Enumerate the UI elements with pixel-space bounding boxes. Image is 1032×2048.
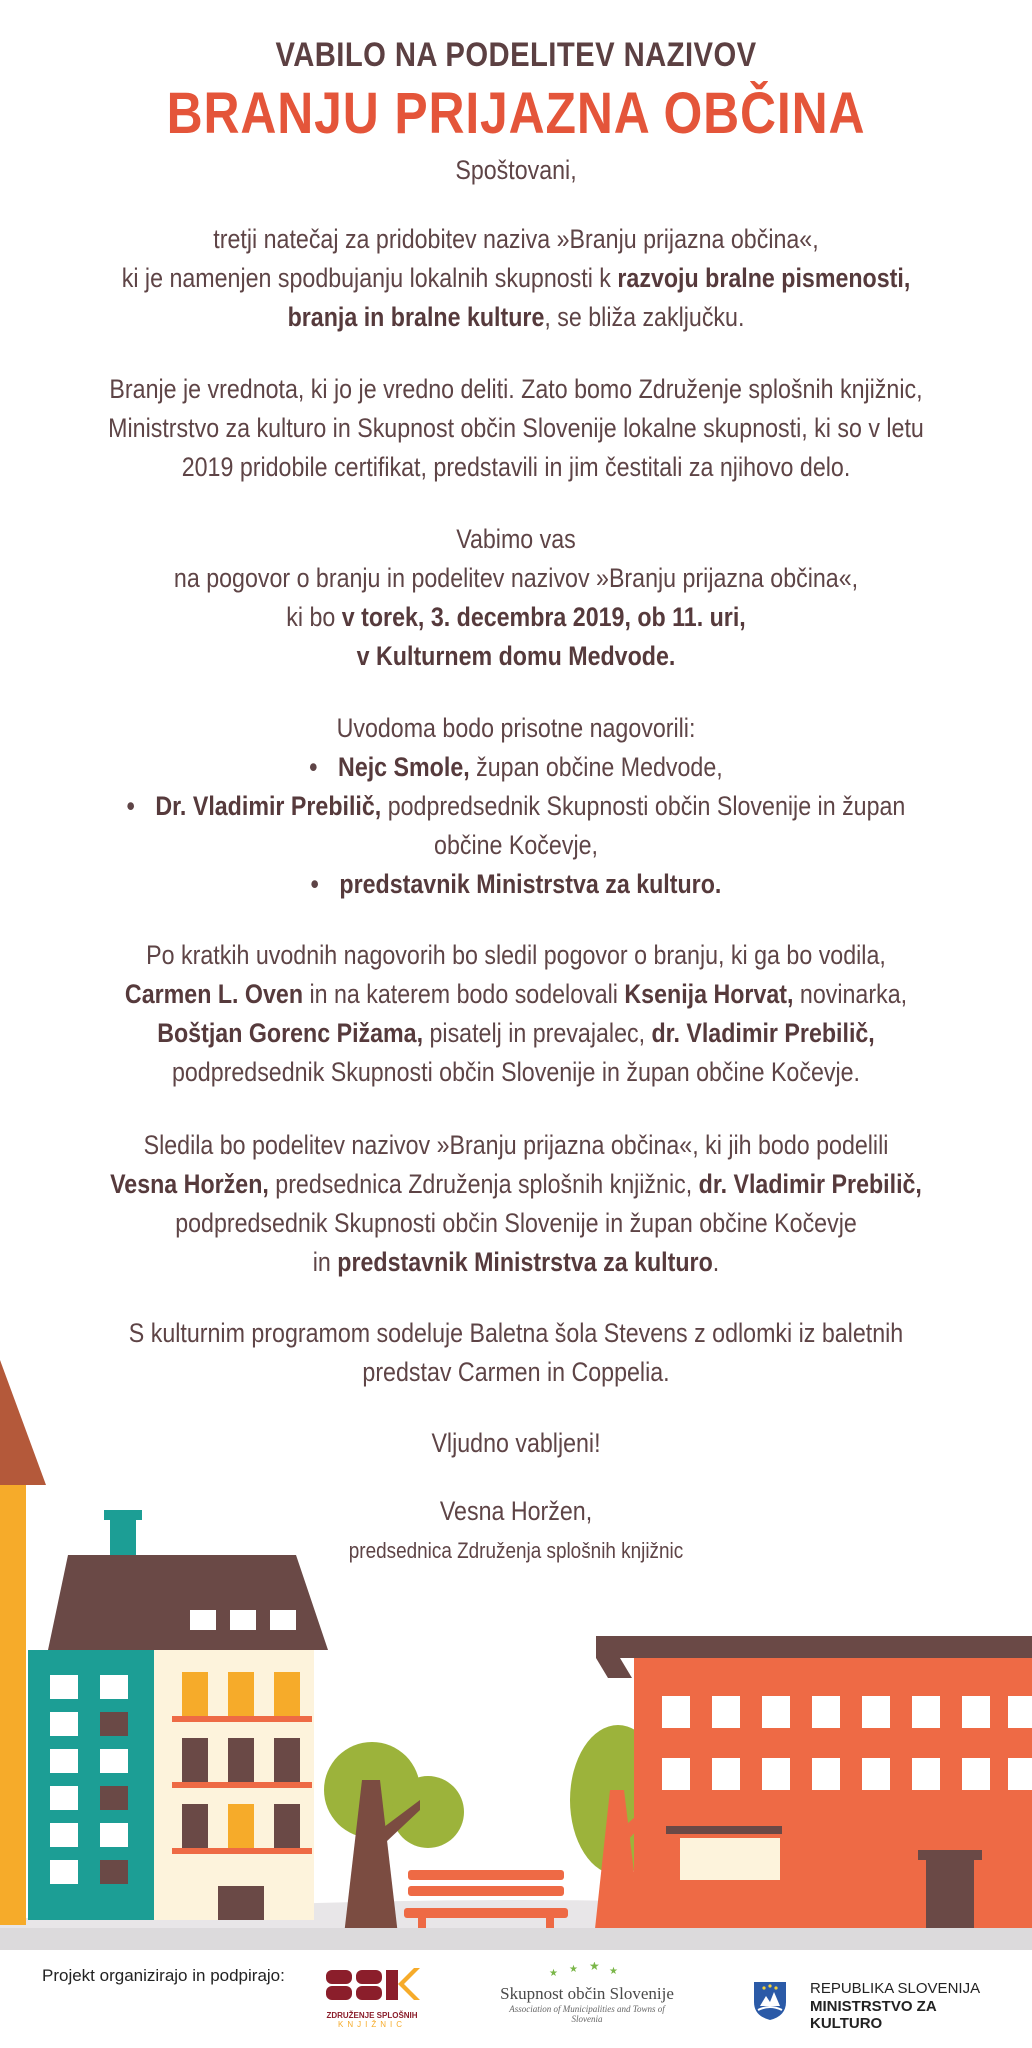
svg-text:★: ★ <box>609 1966 618 1977</box>
invitation-subtitle: BRANJU PRIJAZNA OBČINA <box>166 81 866 146</box>
text-line: tretji natečaj za pridobitev naziva »Branju prijazna občina«, <box>213 224 819 254</box>
sos-subtitle: Association of Municipalities and Towns of Slovenia <box>509 2004 665 2024</box>
text-line: Ministrstvo za kulturo in Skupnost občin Slovenije lokalne skupnosti, ki so v letu <box>108 413 924 443</box>
text-line: 2019 pridobile certifikat, predstavili in jim čestitali za njihovo delo. <box>181 452 851 482</box>
paragraph-speakers <box>72 709 960 904</box>
speaker-item-cont: občine Kočevje, <box>434 830 598 860</box>
orange-building <box>596 1636 1032 1928</box>
ministry-line2: MINISTRSTVO ZA KULTURO <box>810 1998 937 2032</box>
sos-logo <box>494 1962 680 2032</box>
ministry-line1: REPUBLIKA SLOVENIJA <box>810 1980 981 1997</box>
zsk-logo-icon <box>322 1966 422 2006</box>
text-line: Boštjan Gorenc Pižama, pisatelj in prevajalec, dr. Vladimir Prebilič, <box>157 1018 875 1048</box>
speaker-item: • Nejc Smole, župan občine Medvode, <box>309 752 723 782</box>
speaker-item: • predstavnik Ministrstva za kulturo. <box>310 869 722 899</box>
text-line: in predstavnik Ministrstva za kulturo. <box>312 1247 720 1277</box>
zsk-logo-line2: KNJIŽNIC <box>338 2020 406 2029</box>
text-line: Vabimo vas <box>456 524 576 554</box>
text-line: branja in bralne kulture, se bliža zaključku. <box>287 302 745 332</box>
text-line: ki je namenjen spodbujanju lokalnih skupnosti k razvoju bralne pismenosti, <box>121 263 911 293</box>
text-line: Sledila bo podelitev nazivov »Branju prijazna občina«, ki jih bodo podelili <box>143 1130 889 1160</box>
text-line: S kulturnim programom sodeluje Baletna šola Stevens z odlomki iz baletnih <box>128 1318 904 1348</box>
footer-label: Projekt organizirajo in podpirajo: <box>42 1966 285 1985</box>
cream-building <box>154 1610 314 1920</box>
teal-building <box>28 1650 154 1920</box>
paragraph-award <box>72 1126 960 1282</box>
text-line: podpredsednik Skupnosti občin Slovenije in župan občine Kočevje. <box>171 1057 861 1087</box>
signature-name: Vesna Horžen, <box>439 1496 593 1526</box>
text-line: Po kratkih uvodnih nagovorih bo sledil pogovor o branju, ki ga bo vodila, <box>146 940 886 970</box>
paragraph-value <box>72 370 960 487</box>
town-illustration <box>0 1360 1032 1960</box>
closing-text: Vljudno vabljeni! <box>431 1428 601 1458</box>
text-line: na pogovor o branju in podelitev nazivov »Branju prijazna občina«, <box>173 563 859 593</box>
svg-text:★: ★ <box>549 1968 558 1979</box>
greeting-text: Spoštovani, <box>455 155 577 185</box>
signature-role: predsednica Združenja splošnih knjižnic <box>348 1538 684 1563</box>
event-venue: v Kulturnem domu Medvode. <box>356 641 676 671</box>
event-date: ki bo v torek, 3. decembra 2019, ob 11. uri, <box>286 602 746 632</box>
svg-text:★: ★ <box>569 1964 578 1975</box>
text-line: Uvodoma bodo prisotne nagovorili: <box>336 713 696 743</box>
coat-of-arms-icon <box>748 1980 792 2022</box>
building-roof <box>48 1555 328 1650</box>
svg-text:★: ★ <box>589 1962 600 1973</box>
stars-icon <box>544 1962 634 1982</box>
speaker-item: • Dr. Vladimir Prebilič, podpredsednik Skupnosti občin Slovenije in župan <box>126 791 906 821</box>
paragraph-intro <box>72 220 960 337</box>
zsk-logo <box>322 1966 422 2028</box>
chimney <box>104 1510 142 1562</box>
paragraph-event <box>72 520 960 676</box>
text-line: Vesna Horžen, predsednica Združenja splošnih knjižnic, dr. Vladimir Prebilič, <box>110 1169 922 1199</box>
text-line: Carmen L. Oven in na katerem bodo sodelovali Ksenija Horvat, novinarka, <box>124 979 908 1009</box>
paragraph-conversation <box>72 936 960 1092</box>
text-line: predstav Carmen in Coppelia. <box>362 1357 670 1387</box>
zsk-logo-line1: ZDRUŽENJE SPLOŠNIH <box>326 2011 418 2020</box>
invitation-title: VABILO NA PODELITEV NAZIVOV <box>275 36 757 74</box>
ministry-logo <box>748 1980 1008 2032</box>
text-line: podpredsednik Skupnosti občin Slovenije in župan občine Kočevje <box>175 1208 857 1238</box>
text-line: Branje je vrednota, ki jo je vredno deliti. Zato bomo Združenje splošnih knjižnic, <box>109 374 923 404</box>
greeting <box>72 151 960 190</box>
sos-name: Skupnost občin Slovenije <box>500 1984 674 2003</box>
